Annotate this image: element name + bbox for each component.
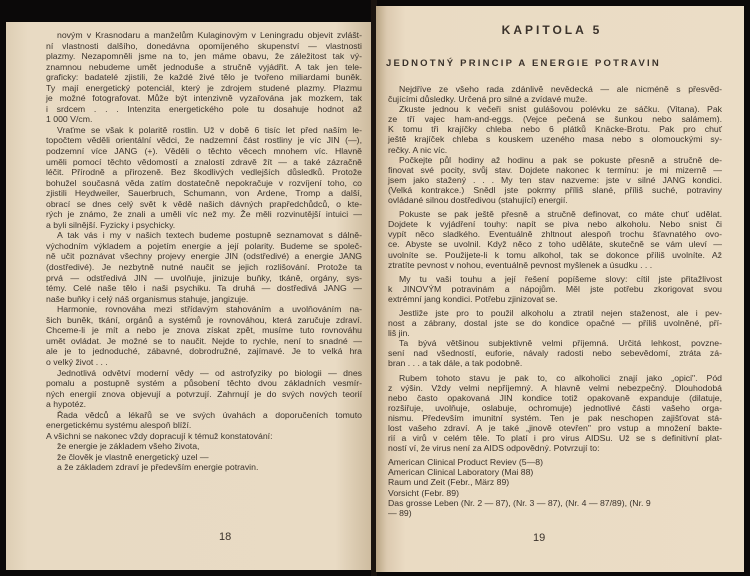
text-line: a hypotéz. (46, 399, 87, 410)
text-line: Nejdříve ze všeho rada zdánlivě nevědecká — ale nicméně s přesvěd- (399, 84, 722, 94)
paragraph (388, 338, 722, 368)
paragraph (46, 304, 362, 367)
text-line: uměli pomocí těchto vědomostí a znalostí zdravě žít — a také zázračně (46, 156, 362, 167)
text-line: Jestliže jste pro to použil alkoholu a ztratil nejen staženost, ale i pev- (399, 307, 722, 318)
text-line: podzemní více JANG (+). Věděli o těchto věcech mnohem víc. Hlavně (46, 146, 362, 157)
text-line: sení nad všedností, euforie, návaly radosti nebo sebevědomí, ztráta zá- (388, 348, 722, 359)
text-line: finovat své pocity, svůj stav. Dojdete nakonec k termínu: je mi mizerně — (388, 164, 722, 175)
text-line: ně učit poznávat všechny projevy energie JIN (odstředivé) a energie JANG (46, 251, 362, 262)
text-line: že energie je základem všeho života, (57, 441, 200, 452)
left-page (6, 22, 372, 570)
paragraph (46, 431, 362, 442)
text-line: ještě krajíček chleba s kouskem uzeného masa nebo s olomouckými sy- (388, 134, 722, 145)
text-line: Vorsicht (Febr. 89) (388, 487, 459, 498)
text-line: témy. Celé naše tělo i naši psychiku. Ta druhá — dostředivá JANG — (46, 283, 362, 294)
text-line: ovládané silnou dostředivou (stahující) energií. (388, 195, 568, 206)
text-line: American Clinical Laboratory (Mai 88) (388, 467, 534, 478)
paragraph (46, 368, 362, 410)
text-line: graficky: badatelé zjistili, že každé živé tělo je tvořeno miliardami buněk. (46, 72, 362, 83)
paragraph (388, 209, 722, 270)
text-line: Počkejte půl hodiny až hodinu a pak se pokuste přesně a stručně de- (399, 154, 722, 165)
text-line: nismu. Především imunitní systém. Ten je pak neschopen zajišťovat stá- (388, 412, 722, 423)
text-line: ale je to jednoduché, zábavné, dobrodružné, zajímavé. Je to velká hra (46, 346, 362, 357)
text-line: Vraťme se však k polaritě rostlin. Už v době 6 tisíc let před naším le- (57, 124, 362, 135)
text-line: ce. Abyste se uvolnil. Když něco z toho uděláte, skutečně se vám uleví — (388, 239, 722, 250)
text-line: plazmy. Nezapomněli jsme na to, jen máme obavu, že záležitost tak vý- (46, 51, 362, 62)
text-line: prvá — odstředivá JIN — uvolňuje, jinizuje buňky, tkáně, orgány, sys- (46, 272, 362, 283)
paragraph (388, 308, 722, 338)
text-line: bran . . . a tak dále, a tak podobně. (388, 358, 523, 369)
text-line: rií a virů v celém těle. To platí i pro virus AIDSu. Už se s definitivní plat- (388, 433, 722, 444)
chapter-title: KAPITOLA 5 (501, 23, 603, 37)
text-line: naše buňky i celý náš organismus stahuje, jangizuje. (46, 293, 249, 304)
text-line: východním výkladem a pojetím energie a její polarity. Budeme se společ- (46, 240, 362, 251)
text-line: Jednotlivá odvětví moderní vědy — od astrofyziky po biologii — dnes (57, 367, 362, 378)
text-line: Ta bývá většinou subjektivně velmi příjemná. Určitá lehkost, povzne- (399, 338, 722, 349)
text-line: znamnou nebudeme umět jednoduše a stručně vyjádřit. A tak jen tele- (46, 61, 362, 72)
text-line: léčit. Přírodně a přirozeně. Bez škodlivých vedlejších důsledků. Protože (46, 167, 362, 178)
text-line: bohužel současná věda zatím dostatečně nepokračuje v rozvíjení toho, co (46, 177, 362, 188)
text-line: zjistili Heydweiler, Sauerbruch, Schumann, von Ardene, Tromp a další, (46, 188, 362, 199)
text-line: American Clinical Product Reviev (5—8) (388, 457, 543, 468)
text-line: liš jin. (388, 328, 410, 339)
text-line: A všichni se nakonec vždy dopracují k témuž konstatování: (46, 430, 273, 441)
text-line: Dojdete k vyjádření touhy: napít se piva nebo alkoholu. Nebo snist či (388, 219, 722, 230)
text-line: Chceme-li je mít a nebo je znova získat zpět, musíme tuto rovnováhu (46, 325, 362, 336)
text-line: — 89) (388, 507, 412, 518)
right-page (376, 6, 744, 572)
text-line: extrémní jang kondici. Potřebu zjinizovat se. (388, 293, 558, 304)
text-line: a že základem zdraví je především energie potravin. (57, 462, 259, 473)
text-line: nebo často opakovaná JIN kondice totiž opakovaně expanduje (dilatuje, (388, 392, 722, 403)
text-line: ných energií znova objevují a potvrzují. Zahrnují je do svých nových teorií (46, 388, 362, 399)
text-line: Raum und Zeit (Febr., März 89) (388, 477, 510, 488)
paragraph (46, 410, 362, 431)
text-line: čujícími důsledky. Určená pro silné a zvídavé muže. (388, 94, 588, 105)
text-line: Harmonie, rovnováha mezi střídavým stahováním a uvolňováním na- (57, 304, 362, 315)
text-line: Řada vědců a lékařů se ve svých úvahách a doporučeních tomuto (57, 409, 362, 420)
paragraph (388, 274, 722, 304)
right-page-body (388, 84, 722, 518)
text-line: umět ovládat. Je možné se to naučit. Nejde to rychle, není to snadné — (46, 335, 362, 346)
text-line: o velký život . . . (46, 356, 108, 367)
text-line: My tu vaši touhu a její řešení popíšeme slovy: cítil jste přitažlivost (399, 273, 722, 284)
text-line: ností ví, že virus není za AIDS odpovědný. Potvrzují to: (388, 443, 600, 454)
text-line: jsem jako stažený . . . My ten stav nazveme: jste v silné JANG kondici. (388, 174, 722, 185)
paragraph (388, 84, 722, 104)
text-line: rozšiřuje, uvolňuje, oslabuje, ochromuje) jednotlivé části vašeho orga- (388, 402, 722, 413)
text-line: Ty mají energetický potenciál, který je zdrojem studené plazmy. Plazmu (46, 82, 362, 93)
text-line: (Velká kontrakce.) Snědl jste pokrmy příliš slané, příliš suché, potraviny (388, 184, 722, 195)
statement-list (46, 441, 362, 473)
text-line: vypít něco sladkého. Eventuálně zhltnout alespoň trochu šťavnatého ovo- (388, 229, 722, 240)
paragraph (388, 373, 722, 454)
text-line: pomalu a postupně systém a působení těchto dvou základních vesmír- (46, 378, 362, 389)
text-line: topočtem věděli orientální vědci, že nadzemní část rostliny je víc JIN (—), (46, 135, 362, 146)
text-line: ztratíte pevnost v nohou, eventuálně pevnost myšlenek a úsudku . . . (388, 259, 653, 270)
page-number-right: 19 (533, 532, 546, 544)
paragraph (46, 230, 362, 304)
text-line: k JINOVÝM potravinám a nápojům. Měl jste potřebu zkorigovat svou (388, 283, 722, 294)
paragraph (46, 30, 362, 125)
text-line: obrací se dnes celý svět k vědě našich dávných prapředchůdců, o kte- (46, 198, 362, 209)
text-line: energetickému systému alespoň blíží. (46, 420, 192, 431)
text-line: Zkuste jednou k večeři snist gulášovou polévku ze sáčku. (Vitana). Pak (399, 104, 722, 115)
text-line: 1 000 V/cm. (46, 114, 93, 125)
text-line: šich buněk, tkání, orgánů a systémů je rovnováhou, která zaručuje zdraví. (46, 314, 362, 325)
paragraph (388, 155, 722, 205)
text-line: Pokuste se pak ještě přesně a stručně definovat, co máte chuť udělat. (399, 209, 722, 220)
text-line: rečky. A nic víc. (388, 144, 448, 155)
text-line: Rubem tohoto stavu je pak to, co alkoholici znají jako „opici". Pód (399, 372, 722, 383)
left-page-body (46, 30, 362, 473)
paragraph (46, 125, 362, 230)
reference-list (388, 457, 722, 518)
text-line: (dostředivé). Je nezbytně nutné naučit se jejich rozlišování. Protože ta (46, 262, 362, 273)
text-line: A tak vás i my v našich textech budeme postupně seznamovat s dálně- (57, 230, 362, 241)
text-line: novým v Krasnodaru a manželům Kulaginovým v Leningradu objevit zvlášt- (57, 30, 362, 40)
text-line: ze tří vajec ham-and-eggs. (Vejce pečená se šunkou nebo salámem). (388, 114, 722, 125)
text-line: ní vlastnosti dalšího, donedávna opomíjeného skupenství — vlastnosti (46, 40, 362, 51)
text-line: rých je známo, že znali a uměli víc než my. Že měli rozvinutější intuici — (46, 209, 362, 220)
page-number-left: 18 (219, 531, 232, 543)
text-line: uvolníte se. Použijete-li k tomu alkohol, tak se dokonce příliš uvolníte. Až (388, 249, 722, 260)
text-line: je možné fotografovat. Může být intenzivně vyzařována jak mozkem, tak (46, 93, 362, 104)
text-line: Das grosse Leben (Nr. 2 — 87), (Nr. 3 — 87), (Nr. 4 — 87/89), (Nr. 9 (388, 497, 651, 508)
text-line: že člověk je vlastně energetický uzel — (57, 451, 209, 462)
text-line: i srdcem . . . Intenzita energetického pole tu dosahuje hodnot až (46, 103, 362, 114)
text-line: lost vašeho zdraví. A je také „jinově otevřen" pro vstup a množení bakte- (388, 423, 722, 433)
text-line: z výšin. Vždy velmi nepříjemný. A hlavně velmi nebezpečný. Dlouhodobá (388, 382, 722, 393)
paragraph (388, 104, 722, 154)
text-line: K tomu tři krajíčky chleba nebo 6 plátků Knäcke-Brotu. Pak pro chuť (388, 124, 722, 135)
text-line: nost a zábrany, dostal jste se do kondice opačné — příliš uvolněné, pří- (388, 318, 722, 329)
text-line: a byli silnější. Fyzicky i psychicky. (46, 219, 176, 230)
section-heading: JEDNOTNÝ PRINCIP A ENERGIE POTRAVIN (386, 58, 661, 69)
